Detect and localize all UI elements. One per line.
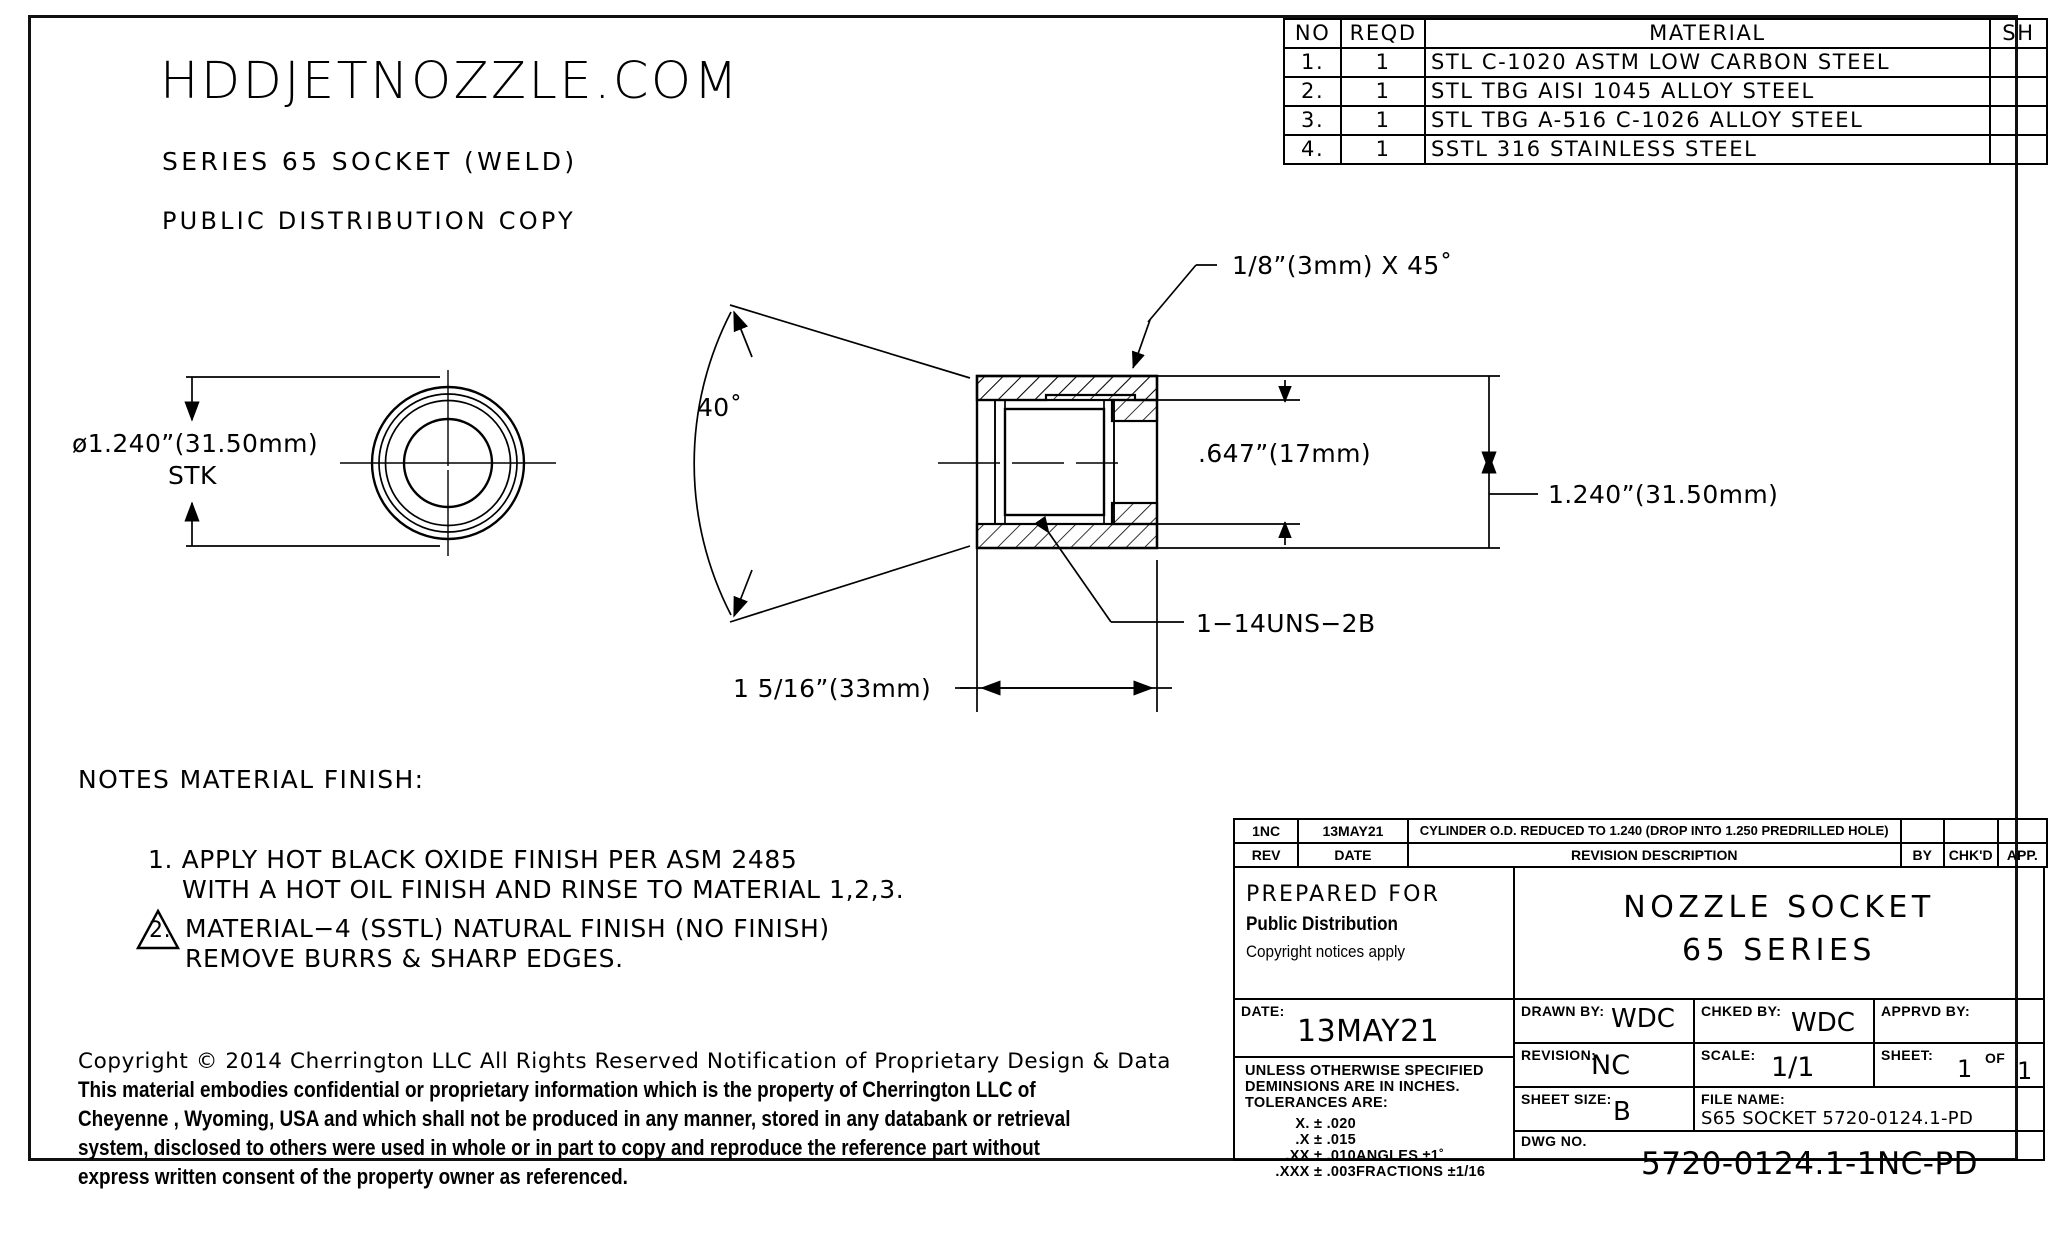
drawn-by-label: DRAWN BY:: [1521, 1003, 1605, 1019]
revision-col-app: APP.: [1998, 843, 2047, 867]
drawn-by-value: WDC: [1611, 1004, 1675, 1034]
distribution-subtitle: PUBLIC DISTRIBUTION COPY: [162, 207, 576, 235]
sheet-size-label: SHEET SIZE:: [1521, 1091, 1612, 1107]
material-col-no: NO: [1284, 19, 1341, 48]
tolerances-line3: TOLERANCES ARE:: [1245, 1095, 1389, 1111]
revision-col-by: BY: [1901, 843, 1944, 867]
copyright-line-2: This material embodies confidential or proprietary information which is the property of Cherrington LLC of: [78, 1077, 1036, 1102]
od-label: 1.240”(31.50mm): [1548, 480, 1779, 509]
scale-value: 1/1: [1771, 1052, 1815, 1083]
material-row-sh: [1990, 106, 2047, 135]
material-table-header-row: [1284, 19, 2047, 48]
sheet-label: SHEET:: [1881, 1047, 1934, 1063]
prepared-for-label: PREPARED FOR: [1246, 882, 1441, 907]
note-2-line1: MATERIAL−4 (SSTL) NATURAL FINISH (NO FINISH): [185, 914, 830, 943]
revision-row-app: [1998, 819, 2047, 843]
cone-angle-label: 40˚: [697, 393, 743, 422]
revision-label: REVISION:: [1521, 1047, 1597, 1063]
revision-col-rev: REV: [1234, 843, 1298, 867]
material-row-no: 2.: [1284, 77, 1341, 106]
material-row-sh: [1990, 77, 2047, 106]
material-row-sh: [1990, 135, 2047, 164]
table-row: [1284, 135, 2047, 164]
copyright-body: [78, 1075, 1213, 1191]
prepared-for-value: Public Distribution: [1246, 914, 1399, 935]
title-block: [1233, 866, 2045, 1182]
revision-table: [1233, 818, 2048, 868]
revision-row: [1234, 819, 2047, 843]
tolerance-extra-3: FRACTIONS ±1/16: [1356, 1164, 1486, 1180]
chamfer-label: 1/8”(3mm) X 45˚: [1232, 251, 1453, 280]
revision-header-row: [1234, 843, 2047, 867]
note-2-marker: 2.: [149, 918, 172, 943]
table-row: [1284, 48, 2047, 77]
material-row-reqd: 1: [1341, 77, 1425, 106]
sheet-value: 1: [1957, 1055, 1973, 1083]
chked-by-label: CHKED BY:: [1701, 1003, 1782, 1019]
tolerance-spec-1: .X ± .015: [1295, 1132, 1356, 1148]
apprvd-by-cell: [1875, 1000, 2043, 1044]
notes-title: NOTES MATERIAL FINISH:: [78, 765, 425, 794]
tolerance-extra-2: ANGLES ±1˚: [1356, 1148, 1445, 1164]
revision-value: NC: [1591, 1050, 1631, 1081]
table-row: [1284, 106, 2047, 135]
tolerance-spec-3: .XXX ± .003: [1275, 1164, 1356, 1180]
sheet-size-cell: [1515, 1088, 1695, 1132]
file-name-cell: [1695, 1088, 2043, 1132]
revision-row-by: [1901, 819, 1944, 843]
note-1-line1: APPLY HOT BLACK OXIDE FINISH PER ASM 2485: [181, 845, 798, 874]
revision-col-date: DATE: [1298, 843, 1407, 867]
note-item-1: [148, 845, 904, 905]
material-row-no: 1.: [1284, 48, 1341, 77]
page-title: HDDJETNOZZLE.COM: [160, 52, 741, 111]
drawn-by-cell: [1515, 1000, 1695, 1044]
material-row-reqd: 1: [1341, 135, 1425, 164]
part-name-line2: 65 SERIES: [1682, 933, 1876, 968]
series-subtitle: SERIES 65 SOCKET (WELD): [162, 147, 578, 176]
date-cell: [1235, 1000, 1515, 1058]
copyright-line-3: Cheyenne , Wyoming, USA and which shall not be produced in any manner, stored in any databank or retrieval: [78, 1106, 1071, 1131]
file-name-value: S65 SOCKET 5720-0124.1-PD: [1701, 1108, 1974, 1129]
tolerances-cell: [1235, 1058, 1515, 1180]
part-name-cell: [1515, 868, 2043, 1000]
scale-cell: [1695, 1044, 1875, 1088]
material-col-sh: SH: [1990, 19, 2047, 48]
scale-label: SCALE:: [1701, 1047, 1756, 1063]
prepared-for-note: Copyright notices apply: [1246, 942, 1406, 961]
material-row-no: 3.: [1284, 106, 1341, 135]
chked-by-value: WDC: [1791, 1008, 1855, 1038]
tolerance-spec-0: X. ± .020: [1295, 1116, 1356, 1132]
copyright-line-1: Copyright © 2014 Cherrington LLC All Rights Reserved Notification of Proprietary Design & Data: [78, 1049, 1172, 1074]
apprvd-by-label: APPRVD BY:: [1881, 1003, 1971, 1019]
material-row-reqd: 1: [1341, 106, 1425, 135]
material-row-material: SSTL 316 STAINLESS STEEL: [1425, 135, 1990, 164]
sheet-cell: [1875, 1044, 2043, 1088]
revision-row-desc: CYLINDER O.D. REDUCED TO 1.240 (DROP INTO 1.250 PREDRILLED HOLE): [1408, 819, 1901, 843]
revision-row-date: 13MAY21: [1298, 819, 1407, 843]
sheet-total: 1: [2017, 1057, 2033, 1085]
material-row-material: STL TBG A-516 C-1026 ALLOY STEEL: [1425, 106, 1990, 135]
material-row-reqd: 1: [1341, 48, 1425, 77]
tolerances-line1: UNLESS OTHERWISE SPECIFIED: [1245, 1063, 1484, 1079]
revision-row-chkd: [1944, 819, 1998, 843]
tolerance-spec-2: .XX ± .010: [1285, 1148, 1356, 1164]
date-label: DATE:: [1241, 1003, 1285, 1019]
note-1-line2: WITH A HOT OIL FINISH AND RINSE TO MATERIAL 1,2,3.: [182, 875, 905, 904]
prepared-for-cell: [1235, 868, 1515, 1000]
material-row-material: STL TBG AISI 1045 ALLOY STEEL: [1425, 77, 1990, 106]
file-name-label: FILE NAME:: [1701, 1091, 1786, 1107]
sheet-of-label: OF: [1985, 1050, 2006, 1066]
revision-col-desc: REVISION DESCRIPTION: [1408, 843, 1901, 867]
bore-label: .647”(17mm): [1198, 439, 1372, 468]
material-row-no: 4.: [1284, 135, 1341, 164]
dwg-no-value: 5720-0124.1-1NC-PD: [1641, 1146, 1979, 1182]
sheet-size-value: B: [1613, 1097, 1631, 1127]
material-col-material: MATERIAL: [1425, 19, 1990, 48]
tolerances-intro: [1245, 1063, 1484, 1111]
material-row-material: STL C-1020 ASTM LOW CARBON STEEL: [1425, 48, 1990, 77]
tolerances-values: [1261, 1116, 1485, 1180]
length-label: 1 5/16”(33mm): [733, 674, 932, 703]
tolerances-line2: DEMINSIONS ARE IN INCHES.: [1245, 1079, 1460, 1095]
table-row: [1284, 77, 2047, 106]
diameter-label-line2: STK: [168, 461, 217, 490]
material-row-sh: [1990, 48, 2047, 77]
note-2-line2: REMOVE BURRS & SHARP EDGES.: [185, 944, 624, 973]
copyright-line-5: express written consent of the property owner as referenced.: [78, 1164, 628, 1189]
dwg-no-label: DWG NO.: [1521, 1133, 1587, 1149]
copyright-line-4: system, disclosed to others were used in whole or in part to copy and reproduce the reference part without: [78, 1135, 1040, 1160]
material-col-reqd: REQD: [1341, 19, 1425, 48]
note-1-marker: 1.: [148, 845, 174, 874]
revision-row-rev: 1NC: [1234, 819, 1298, 843]
chked-by-cell: [1695, 1000, 1875, 1044]
copyright-block: [78, 1048, 1208, 1191]
diameter-label-line1: ø1.240”(31.50mm): [72, 429, 318, 458]
revision-col-chkd: CHK'D: [1944, 843, 1998, 867]
part-name-line1: NOZZLE SOCKET: [1623, 890, 1935, 925]
dwg-no-cell: [1515, 1132, 2043, 1182]
material-table: [1283, 18, 2048, 165]
thread-label: 1−14UNS−2B: [1196, 609, 1376, 638]
note-item-2: [149, 914, 830, 974]
date-value: 13MAY21: [1297, 1014, 1440, 1049]
revision-cell: [1515, 1044, 1695, 1088]
